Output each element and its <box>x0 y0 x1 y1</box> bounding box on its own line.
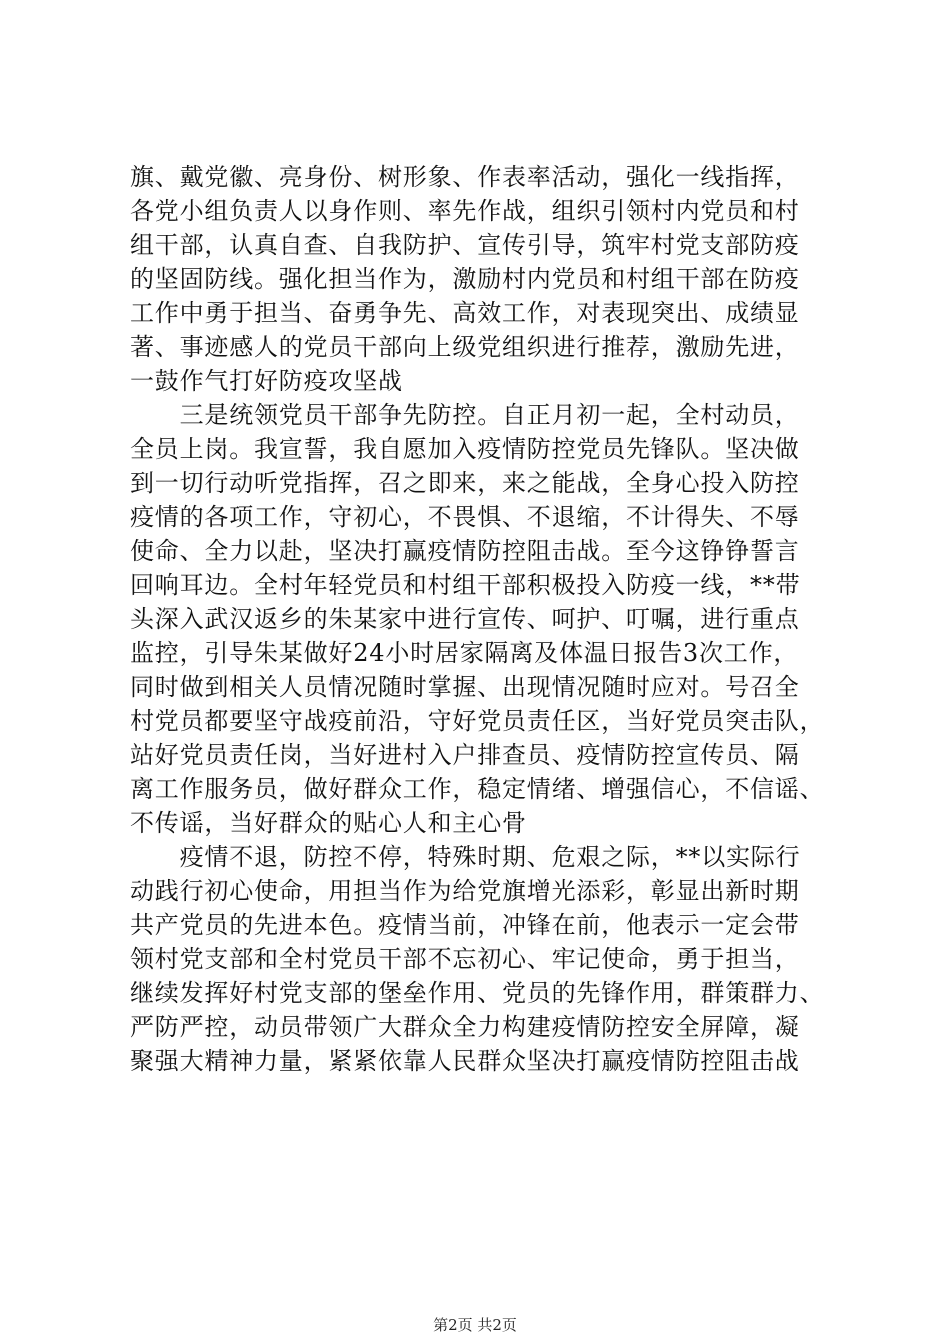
text-line: 村党员都要坚守战疫前沿，守好党员责任区，当好党员突击队， <box>130 707 825 735</box>
text-line: 各党小组负责人以身作则、率先作战，组织引领村内党员和村 <box>130 197 800 225</box>
text-line: 严防严控，动员带领广大群众全力构建疫情防控安全屏障，凝 <box>130 1013 800 1041</box>
text-line: 全员上岗。我宣誓，我自愿加入疫情防控党员先锋队。坚决做 <box>130 435 800 463</box>
text-line: 监控，引导朱某做好24小时居家隔离及体温日报告3次工作， <box>130 639 799 667</box>
text-line: 站好党员责任岗，当好进村入户排查员、疫情防控宣传员、隔 <box>130 741 800 769</box>
text-line: 使命、全力以赴，坚决打赢疫情防控阻击战。至今这铮铮誓言 <box>130 537 800 565</box>
text-line: 疫情的各项工作，守初心，不畏惧、不退缩，不计得失、不辱 <box>130 503 800 531</box>
text-line: 三是统领党员干部争先防控。自正月初一起，全村动员， <box>130 401 800 429</box>
text-line: 著、事迹感人的党员干部向上级党组织进行推荐，激励先进， <box>130 333 800 361</box>
text-line: 聚强大精神力量，紧紧依靠人民群众坚决打赢疫情防控阻击战 <box>130 1047 800 1075</box>
text-line: 离工作服务员，做好群众工作，稳定情绪、增强信心，不信谣、 <box>130 775 825 803</box>
text-line: 到一切行动听党指挥，召之即来，来之能战，全身心投入防控 <box>130 469 800 497</box>
text-line: 头深入武汉返乡的朱某家中进行宣传、呵护、叮嘱，进行重点 <box>130 605 800 633</box>
text-line: 疫情不退，防控不停，特殊时期、危艰之际，**以实际行 <box>130 843 801 871</box>
text-line: 同时做到相关人员情况随时掌握、出现情况随时应对。号召全 <box>130 673 800 701</box>
body-text <box>130 160 826 1078</box>
text-line: 继续发挥好村党支部的堡垒作用、党员的先锋作用，群策群力、 <box>130 979 825 1007</box>
text-line: 一鼓作气打好防疫攻坚战 <box>130 367 403 395</box>
page-footer: 第2页 共2页 <box>433 1316 517 1334</box>
text-line: 领村党支部和全村党员干部不忘初心、牢记使命，勇于担当， <box>130 945 800 973</box>
text-line: 组干部，认真自查、自我防护、宣传引导，筑牢村党支部防疫 <box>130 231 800 259</box>
text-line: 共产党员的先进本色。疫情当前，冲锋在前，他表示一定会带 <box>130 911 800 939</box>
text-line: 的坚固防线。强化担当作为，激励村内党员和村组干部在防疫 <box>130 265 800 293</box>
text-line: 回响耳边。全村年轻党员和村组干部积极投入防疫一线，**带 <box>130 571 801 599</box>
text-line: 工作中勇于担当、奋勇争先、高效工作，对表现突出、成绩显 <box>130 299 800 327</box>
text-line: 不传谣，当好群众的贴心人和主心骨 <box>130 809 527 837</box>
text-line: 动践行初心使命，用担当作为给党旗增光添彩，彰显出新时期 <box>130 877 800 905</box>
text-line: 旗、戴党徽、亮身份、树形象、作表率活动，强化一线指挥， <box>130 163 800 191</box>
